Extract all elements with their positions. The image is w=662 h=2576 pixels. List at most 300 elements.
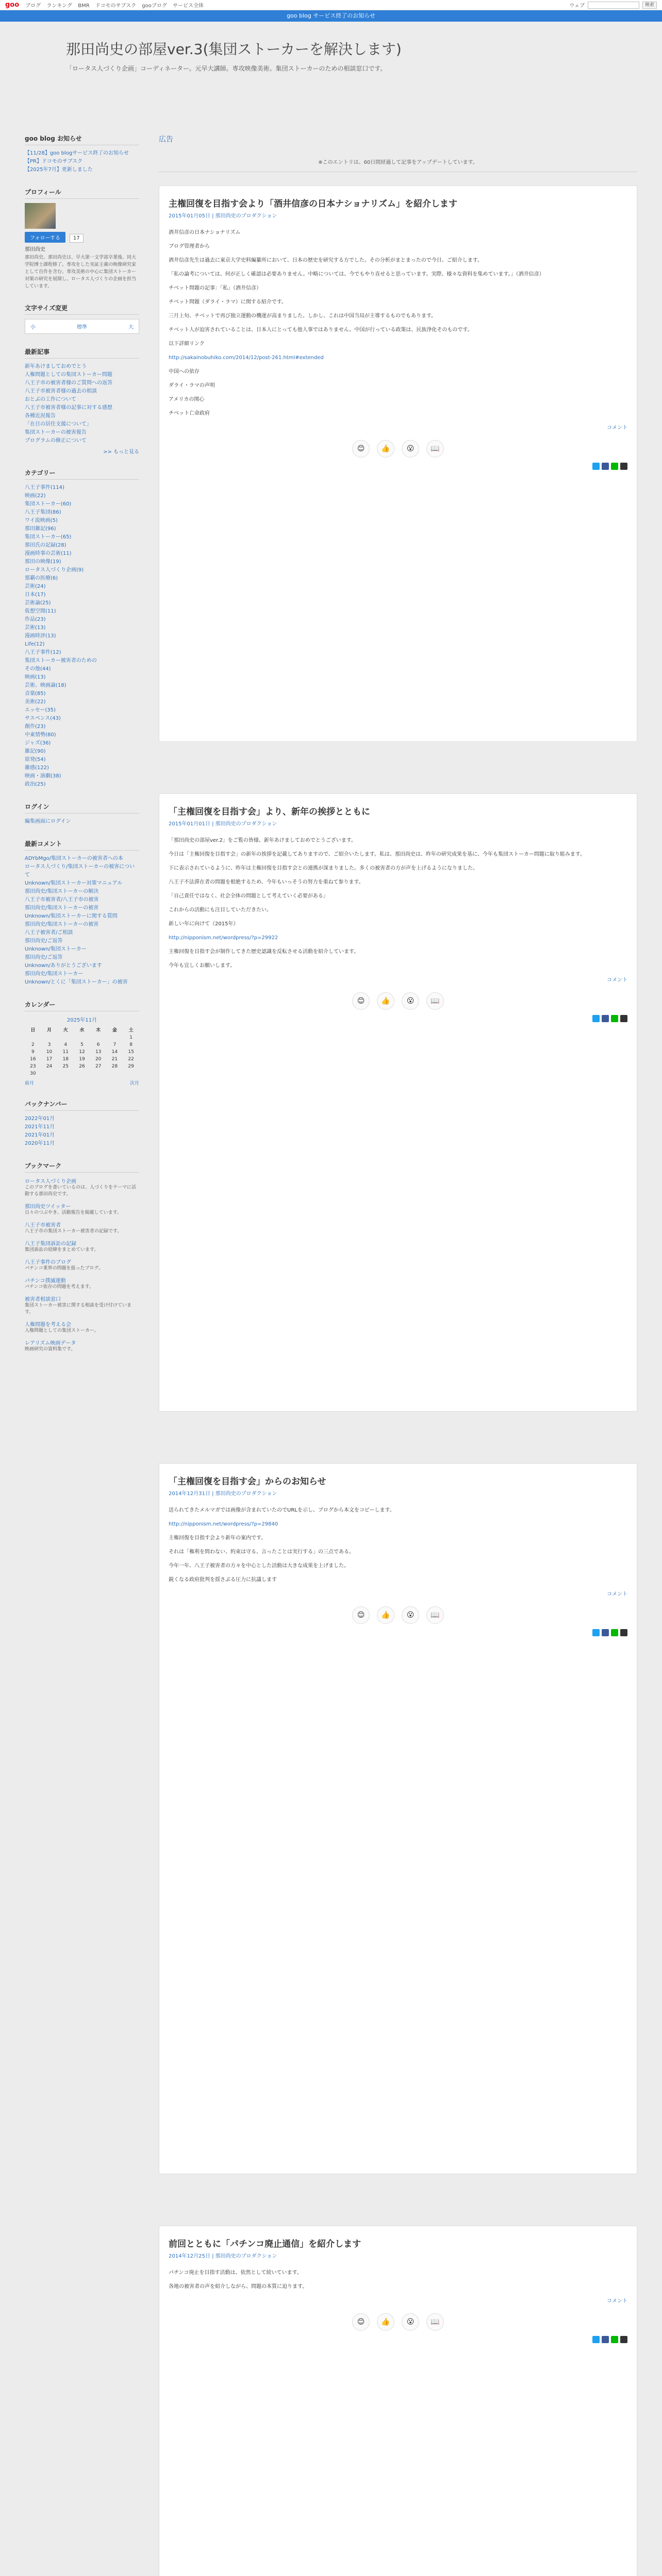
recent-comments-section	[25, 839, 139, 987]
post-body	[169, 228, 627, 418]
reaction-icon[interactable]: 📖	[426, 440, 444, 457]
calendar-day[interactable]: 1	[129, 1035, 133, 1040]
category-link[interactable]: その他(44)	[25, 666, 51, 672]
category-section	[25, 468, 139, 789]
bookmark-link[interactable]: ロータス人づくり企画	[25, 1179, 76, 1184]
calendar-day[interactable]: 29	[128, 1064, 134, 1069]
recent-post-link[interactable]: 八王子市被害者様の過去の相談	[25, 388, 97, 394]
share-buttons	[169, 463, 627, 470]
calendar-day[interactable]: 25	[62, 1064, 69, 1069]
share-icon[interactable]	[602, 1629, 609, 1636]
blog-post	[159, 1463, 637, 2174]
calendar-weekday: 木	[96, 1028, 101, 1033]
recent-comment-link[interactable]: ロータス人づくり/集団ストーカーの被害について	[25, 864, 135, 878]
category-link[interactable]: 芸術(13)	[25, 625, 46, 631]
share-icon[interactable]	[592, 2336, 600, 2343]
global-link[interactable]: ドコモのサブスク	[95, 3, 137, 9]
profile-avatar[interactable]	[25, 203, 56, 229]
notice-item[interactable]: 【2025年7月】更新しました	[25, 167, 93, 173]
reaction-icon[interactable]: 📖	[426, 2313, 444, 2331]
post-body	[169, 2268, 627, 2291]
category-link[interactable]: 創作(23)	[25, 724, 46, 730]
reaction-icon[interactable]: 😊	[352, 992, 370, 1010]
backnumber-link[interactable]: 2021年01月	[25, 1132, 55, 1138]
calendar-day[interactable]: 22	[128, 1057, 134, 1062]
calendar-day[interactable]: 9	[31, 1049, 35, 1055]
bookmark-item	[25, 1177, 139, 1198]
bookmark-description: 映画研究の資料集です。	[25, 1347, 76, 1352]
category-link[interactable]: 那田の映像(19)	[25, 559, 61, 565]
calendar-day[interactable]: 24	[46, 1064, 53, 1069]
calendar-day[interactable]: 17	[46, 1057, 53, 1062]
share-icon[interactable]	[592, 1015, 600, 1022]
post-paragraph: 主権回復を目指す会が制作してきた歴史認識を反転させる活動を紹介しています。	[169, 949, 359, 955]
follow-button[interactable]: フォローする	[25, 232, 65, 243]
calendar-day[interactable]: 4	[64, 1042, 68, 1047]
share-icon[interactable]	[611, 1629, 618, 1636]
share-buttons	[169, 2336, 627, 2343]
profile-name[interactable]: 那田尚史	[25, 247, 45, 252]
post-comment-link[interactable]: コメント	[607, 425, 627, 431]
recent-post-link[interactable]: 「在日の居住支援について」	[25, 421, 92, 427]
global-link[interactable]: gooブログ	[142, 3, 167, 9]
post-paragraph: 酒井信彦先生は過去に東京大学史料編纂所において、日本の歴史を研究する方でした。その分析がまとまったので今日、ご紹介します。	[169, 258, 483, 263]
reaction-icon[interactable]: 😮	[402, 2313, 419, 2331]
share-icon[interactable]	[620, 2336, 627, 2343]
post-paragraph: 今年一年、八王子被害者の方々を中心とした活動は大きな成果を上げました。	[169, 1563, 349, 1569]
recent-comment-link[interactable]: 八王子被害者/ご相談	[25, 930, 73, 936]
profile-title: プロフィール	[25, 188, 139, 199]
category-link[interactable]: 作品(23)	[25, 617, 46, 622]
calendar-day[interactable]: 7	[113, 1042, 117, 1047]
recent-comment-link[interactable]: Unknown/ありがとうございます	[25, 963, 102, 969]
bookmark-item	[25, 1320, 139, 1334]
recent-post-link[interactable]: 八王子市被害者様の記事に対する感想	[25, 405, 112, 411]
calendar-weekday: 月	[47, 1028, 52, 1033]
calendar-day[interactable]: 20	[95, 1057, 102, 1062]
reaction-icon[interactable]: 👍	[377, 2313, 394, 2331]
category-link[interactable]: 漫画時評(13)	[25, 633, 56, 639]
blog-header	[0, 22, 662, 82]
calendar-month: 2025年11月	[67, 1018, 97, 1023]
calendar-day	[90, 1070, 107, 1077]
recent-post-link[interactable]: 新年あけましておめでとう	[25, 364, 87, 369]
category-link[interactable]: 八王子事件(12)	[25, 650, 61, 655]
calendar-day[interactable]: 15	[128, 1049, 134, 1055]
share-icon[interactable]	[602, 2336, 609, 2343]
calendar-day	[107, 1070, 123, 1077]
calendar-weekday: 土	[128, 1028, 134, 1033]
category-link[interactable]: 仮想空間(11)	[25, 608, 56, 614]
category-link[interactable]: 芸術(24)	[25, 584, 46, 589]
calendar-day[interactable]: 21	[111, 1057, 118, 1062]
reaction-icon[interactable]: 😮	[402, 992, 419, 1010]
recent-post-link[interactable]: 八王子市の被害者様のご質問への返答	[25, 380, 112, 386]
calendar-day[interactable]: 11	[62, 1049, 69, 1055]
category-link[interactable]: 集団ストーカー(60)	[25, 501, 72, 507]
calendar-day	[25, 1034, 41, 1041]
category-link[interactable]: 芸術、映画論(18)	[25, 683, 67, 688]
post-paragraph: これからの活動にも注目していただきたい。	[169, 907, 272, 913]
calendar-day[interactable]: 18	[62, 1057, 69, 1062]
backnumber-link[interactable]: 2021年11月	[25, 1124, 55, 1130]
bookmark-link[interactable]: パチンコ撲滅運動	[25, 1278, 66, 1284]
bookmark-description: このブログを書いているのは、人づくりをテーマに活動する那田尚史です。	[25, 1185, 137, 1197]
calendar-day[interactable]: 13	[95, 1049, 102, 1055]
announcement-text[interactable]: goo blog サービス終了のお知らせ	[287, 12, 375, 19]
post-paragraph: チベット問題の記事：「私」（酒井信彦）	[169, 285, 261, 291]
calendar-weekday: 火	[63, 1028, 68, 1033]
post-paragraph: 「私の論考については、何が正しく確認は必要ありません。中略については、今でもやり直せると思っています。実際、様々な資料を集めています。」（酒井信彦）	[169, 272, 544, 277]
recent-comment-link[interactable]: 那田尚史/集団ストーカーの解決	[25, 889, 99, 894]
post-paragraph: 主権回復を目指す会より新年の案内です。	[169, 1535, 267, 1541]
calendar-week	[25, 1034, 139, 1041]
category-link[interactable]: エッセー(35)	[25, 707, 56, 713]
recent-comment-link[interactable]: ADYbMgo/集団ストーカーの被害者への本	[25, 856, 123, 861]
post-date[interactable]: 2014年12月25日 | 那田尚史のプロダクション	[169, 2253, 277, 2259]
category-link[interactable]: 映画(22)	[25, 493, 46, 499]
post-title[interactable]: 「主権回復を目指す会」からのお知らせ	[169, 1477, 326, 1487]
share-buttons	[169, 1629, 627, 1636]
bookmark-item	[25, 1338, 139, 1353]
share-icon[interactable]	[602, 463, 609, 470]
reaction-icon[interactable]: 😊	[352, 2313, 370, 2331]
blog-subtitle: 「ロータス人づくり企画」コーディネーター。元早大講師。専攻映像美術。集団ストーカーのための相談窓口です。	[66, 65, 387, 72]
post-paragraph: 酒井信彦の日本ナショナリズム	[169, 230, 241, 235]
backnumber-section	[25, 1099, 139, 1148]
recent-post-link[interactable]: プログラムの修正について	[25, 438, 87, 444]
post-paragraph: 「自己責任ではなく、社会全体の問題として考えていく必要がある」	[169, 893, 328, 899]
calendar-day	[41, 1034, 58, 1041]
share-icon[interactable]	[620, 1015, 627, 1022]
post-paragraph: 中国への依存	[169, 369, 200, 375]
search-button[interactable]: 検索	[642, 2, 657, 9]
post-date[interactable]: 2014年12月31日 | 那田尚史のプロダクション	[169, 1491, 277, 1497]
reaction-icon[interactable]: 😊	[352, 1606, 370, 1624]
category-link[interactable]: 八王子集団(86)	[25, 510, 61, 515]
calendar-day[interactable]: 16	[30, 1057, 36, 1062]
bookmark-description: 人権問題としての集団ストーカー。	[25, 1328, 99, 1333]
category-link[interactable]: 集団ストーカー(65)	[25, 534, 72, 540]
recent-posts-section	[25, 347, 139, 455]
post-paragraph: 八王子不法滞在者の問題を根絶するため、今年もいっそうの努力を重ねて参ります。	[169, 879, 364, 885]
recent-comment-link[interactable]: 那田尚史/集団ストーカーの被害	[25, 905, 99, 911]
sidebar	[25, 134, 139, 1366]
bookmark-link[interactable]: 八王子集団訴訟の記録	[25, 1241, 76, 1247]
category-link[interactable]: 那田雑記(96)	[25, 526, 56, 532]
font-size-section	[25, 303, 139, 334]
bookmark-item	[25, 1202, 139, 1216]
post-paragraph: 三月上旬、チベットで再び独立運動の機運が高まりました。しかし、これは中国当局が主導するものでもあります。	[169, 313, 437, 319]
share-icon[interactable]	[611, 1015, 618, 1022]
calendar-day[interactable]: 8	[129, 1042, 133, 1047]
recent-comment-link[interactable]: Unknown/集団ストーカーに関する質問	[25, 913, 118, 919]
recent-comment-link[interactable]: Unknown/集団ストーカー対策マニュアル	[25, 880, 123, 886]
post-paragraph: ダライ・ラマの声明	[169, 383, 215, 388]
font-normal-button[interactable]: 標準	[77, 325, 87, 330]
post-comment-link[interactable]: コメント	[607, 2298, 627, 2304]
category-link[interactable]: 雑記(90)	[25, 749, 46, 754]
post-link[interactable]: http://nipponism.net/wordpress/?p=29922	[169, 935, 278, 941]
reaction-buttons	[169, 440, 627, 457]
font-large-button[interactable]: 大	[128, 325, 134, 330]
bookmark-link[interactable]: 被害者相談窓口	[25, 1297, 61, 1302]
calendar-weekday: 水	[79, 1028, 85, 1033]
reaction-icon[interactable]: 👍	[377, 1606, 394, 1624]
login-section	[25, 802, 139, 826]
global-link[interactable]: BMR	[78, 3, 90, 9]
calendar-day[interactable]: 2	[31, 1042, 35, 1047]
recent-comment-link[interactable]: Unknown/集団ストーカー	[25, 946, 87, 952]
post-paragraph: チベット亡命政府	[169, 411, 210, 416]
reaction-icon[interactable]: 👍	[377, 440, 394, 457]
notice-title: goo blog お知らせ	[25, 134, 139, 145]
calendar-title: カレンダー	[25, 1000, 139, 1011]
share-icon[interactable]	[592, 463, 600, 470]
post-paragraph: アメリカの関心	[169, 397, 205, 402]
share-icon[interactable]	[611, 463, 618, 470]
calendar-weekday: 日	[30, 1028, 36, 1033]
post-link[interactable]: http://nipponism.net/wordpress/?p=29840	[169, 1521, 278, 1527]
category-link[interactable]: 政治(25)	[25, 782, 46, 787]
recent-post-link[interactable]: 集団ストーカーの被害報告	[25, 430, 87, 435]
post-paragraph: チベット人が迫害されていることは、日本人にとっても他人事ではありません。中国が行っている政策は、民族浄化そのものです。	[169, 327, 473, 333]
share-icon[interactable]	[602, 1015, 609, 1022]
calendar-day[interactable]: 19	[79, 1057, 85, 1062]
font-small-button[interactable]: 小	[30, 325, 36, 330]
blog-title[interactable]: 那田尚史の部屋ver.3(集団ストーカーを解決します)	[66, 41, 402, 58]
post-link[interactable]: http://sakainobuhiko.com/2014/12/post-261.html#extended	[169, 355, 324, 361]
post-date[interactable]: 2015年01月01日 | 那田尚史のプロダクション	[169, 821, 277, 827]
more-posts-link[interactable]: >> もっと見る	[103, 449, 139, 455]
bookmark-description: パチンコ業界の問題を扱ったブログ。	[25, 1266, 104, 1271]
bookmark-link[interactable]: 人権問題を考える会	[25, 1322, 71, 1328]
search-option[interactable]: ウェブ	[569, 3, 585, 9]
post-date[interactable]: 2015年01月05日 | 那田尚史のプロダクション	[169, 213, 277, 219]
post-body	[169, 836, 627, 970]
notice-item[interactable]: 【PR】ドコモのサブスク	[25, 159, 83, 164]
recent-comment-link[interactable]: 那田尚史/ご返答	[25, 955, 63, 960]
reaction-icon[interactable]: 📖	[426, 992, 444, 1010]
calendar-week	[25, 1041, 139, 1048]
bookmark-description: パチンコ依存の問題を考えます。	[25, 1284, 94, 1290]
post-paragraph: ブログ管理者から	[169, 244, 210, 249]
bookmark-item	[25, 1239, 139, 1253]
calendar-week	[25, 1063, 139, 1070]
recent-post-link[interactable]: おとぶの工作について	[25, 397, 76, 402]
category-link[interactable]: サスペンス(43)	[25, 716, 61, 721]
notice-section	[25, 134, 139, 174]
recent-posts-title: 最新記事	[25, 347, 139, 359]
post-paragraph: 送られてきたメルマガでは画像が含まれていたのでURLを示し、ブログから本文をコピーします。	[169, 1507, 395, 1513]
global-link[interactable]: サービス全体	[173, 3, 204, 9]
category-link[interactable]: 映画・演劇(38)	[25, 773, 61, 779]
share-icon[interactable]	[611, 2336, 618, 2343]
calendar-day[interactable]: 10	[46, 1049, 53, 1055]
bookmark-link[interactable]: レアリズム映画データ	[25, 1341, 76, 1346]
calendar-day[interactable]: 3	[47, 1042, 51, 1047]
category-link[interactable]: 雑感(122)	[25, 765, 49, 771]
category-link[interactable]: 日本(17)	[25, 592, 46, 598]
blog-post	[159, 793, 637, 1412]
calendar-next-link[interactable]: 次月	[129, 1081, 139, 1086]
font-size-controls	[25, 319, 139, 334]
calendar-day[interactable]: 14	[111, 1049, 118, 1055]
category-link[interactable]: 映画(13)	[25, 674, 46, 680]
calendar-day[interactable]: 12	[79, 1049, 85, 1055]
calendar-day	[90, 1034, 107, 1041]
global-links	[25, 1, 208, 9]
blog-post	[159, 185, 637, 742]
bookmark-description: 日々のつぶやき、活動報告を掲載しています。	[25, 1210, 122, 1215]
post-paragraph: 鋭くなる政府批判を揺さぶる圧力に抗議します	[169, 1577, 277, 1583]
bookmark-item	[25, 1221, 139, 1235]
category-link[interactable]: 八王子事件(114)	[25, 485, 64, 490]
global-search	[569, 1, 657, 9]
bookmark-description: 集団訴訟の経緯をまとめています。	[25, 1247, 99, 1252]
calendar-day	[74, 1070, 90, 1077]
recent-post-link[interactable]: 人権問題としての集団ストーカー問題	[25, 372, 112, 378]
calendar-prev-link[interactable]: 前月	[25, 1081, 35, 1086]
category-link[interactable]: 集団ストーカー被害者のための	[25, 658, 97, 664]
calendar-day[interactable]: 23	[30, 1064, 36, 1069]
share-icon[interactable]	[620, 463, 627, 470]
blog-post	[159, 2226, 637, 2576]
ad-label: 広告	[159, 135, 173, 144]
goo-logo[interactable]: goo	[5, 1, 20, 9]
recent-comment-link[interactable]: 那田尚史/集団ストーカーの被害	[25, 922, 99, 927]
post-paragraph: 「那田尚史の部屋ver.2」をご覧の皆様、新年あけましておめでとうございます。	[169, 838, 357, 843]
font-size-title: 文字サイズ変更	[25, 303, 139, 315]
main-column	[159, 134, 637, 2326]
recent-comments-title: 最新コメント	[25, 839, 139, 851]
global-link[interactable]: ブログ	[25, 3, 41, 9]
backnumber-link[interactable]: 2020年11月	[25, 1141, 55, 1146]
category-link[interactable]: ジャズ(36)	[25, 740, 51, 746]
recent-comment-link[interactable]: 那田尚史/集団ストーカー	[25, 971, 84, 977]
bookmark-description: 集団ストーカー被害に関する相談を受け付けています。	[25, 1303, 131, 1315]
notice-item[interactable]: 【11/28】goo blogサービス終了のお知らせ	[25, 150, 129, 156]
post-comment-link[interactable]: コメント	[607, 1591, 627, 1597]
post-paragraph: 今年も宜しくお願いします。	[169, 963, 236, 969]
category-link[interactable]: 音楽(85)	[25, 691, 46, 697]
bookmark-link[interactable]: 八王子事件のブログ	[25, 1260, 71, 1265]
post-paragraph: 今日は「主権回復を目指す会」の新年の挨拶を記載してありますので、ご紹介いたします。私は、那田尚史は、昨年の研究成果を基に、今年も集団ストーカー問題に取り組みます。	[169, 852, 585, 857]
share-icon[interactable]	[592, 1629, 600, 1636]
bookmark-description: 八王子市の集団ストーカー被害者の記録です。	[25, 1229, 122, 1234]
reaction-buttons	[169, 2313, 627, 2331]
bookmark-title: ブックマーク	[25, 1161, 139, 1173]
post-paragraph: それは「権利を問わない、約束は守る、言ったことは実行する」の三点である。	[169, 1549, 354, 1555]
post-paragraph: 各地の被害者の声を紹介しながら、問題の本質に迫ります。	[169, 2284, 308, 2290]
category-link[interactable]: 那田氏の記録(28)	[25, 543, 67, 548]
calendar-weekday: 金	[112, 1028, 117, 1033]
reaction-icon[interactable]: 😮	[402, 440, 419, 457]
category-link[interactable]: 原発(54)	[25, 757, 46, 762]
calendar-day	[123, 1070, 139, 1077]
category-link[interactable]: 那覇の医療(6)	[25, 575, 58, 581]
bookmark-item	[25, 1258, 139, 1272]
calendar-week	[25, 1070, 139, 1077]
calendar-table	[25, 1025, 139, 1077]
reaction-icon[interactable]: 👍	[377, 992, 394, 1010]
login-link[interactable]: 編集画面にログイン	[25, 819, 71, 824]
bookmark-link[interactable]: 八王子市被害者	[25, 1223, 61, 1228]
bookmark-section	[25, 1161, 139, 1353]
calendar-day	[107, 1034, 123, 1041]
category-link[interactable]: ワイ流映画(5)	[25, 518, 58, 523]
calendar-day[interactable]: 28	[111, 1064, 118, 1069]
post-title[interactable]: 前回とともに「パチンコ廃止通信」を紹介します	[169, 2239, 361, 2249]
category-link[interactable]: 中東情勢(80)	[25, 732, 56, 738]
calendar-day	[57, 1034, 74, 1041]
follow-count: 17	[70, 234, 84, 243]
post-paragraph: 以下詳細リンク	[169, 341, 205, 347]
share-buttons	[169, 1015, 627, 1022]
search-input[interactable]	[588, 2, 639, 9]
calendar-day	[74, 1034, 90, 1041]
calendar-day[interactable]: 6	[96, 1042, 100, 1047]
post-body	[169, 1506, 627, 1584]
category-link[interactable]: 漫画時事の芸術(11)	[25, 551, 72, 556]
profile-text: 那田尚史。那田尚史は、早大第一文学部卒業後、同大学院博士課程修了。専攻をした実証主義の映像研究家として自作を含む。専攻美術の中心に集団ストーカー対策の研究を展開し、ロータス人づくりの企画を担当しています。	[25, 255, 137, 289]
calendar-day	[57, 1070, 74, 1077]
backnumber-link[interactable]: 2022年01月	[25, 1116, 55, 1122]
post-paragraph: パチンコ廃止を目指す活動は、依然として続いています。	[169, 2270, 302, 2276]
recent-post-link[interactable]: 各種近況報告	[25, 413, 56, 419]
reaction-icon[interactable]: 📖	[426, 1606, 444, 1624]
reaction-buttons	[169, 992, 627, 1010]
reaction-icon[interactable]: 😮	[402, 1606, 419, 1624]
category-link[interactable]: 芸術論(25)	[25, 600, 51, 606]
reaction-buttons	[169, 1606, 627, 1624]
calendar-day[interactable]: 26	[79, 1064, 85, 1069]
post-title[interactable]: 「主権回復を目指す会」より、新年の挨拶とともに	[169, 807, 370, 817]
bookmark-item	[25, 1276, 139, 1291]
global-topbar	[0, 0, 662, 10]
calendar-day	[41, 1070, 58, 1077]
service-announcement[interactable]	[0, 10, 662, 22]
recent-comment-link[interactable]: 八王子市被害者/八王子市の被害	[25, 897, 99, 903]
category-link[interactable]: 美術(22)	[25, 699, 46, 705]
global-link[interactable]: ランキング	[46, 3, 73, 9]
bookmark-item	[25, 1295, 139, 1316]
calendar-week	[25, 1048, 139, 1056]
category-title: カテゴリー	[25, 468, 139, 480]
post-comment-link[interactable]: コメント	[607, 977, 627, 983]
reaction-icon[interactable]: 😊	[352, 440, 370, 457]
post-paragraph: 下に表示されているように、昨年は主権回復を目指す会との連携が深まりました。多くの被害者の方が声を上げるようになりました。	[169, 866, 478, 871]
category-link[interactable]: ロータス人づくり企画(9)	[25, 567, 84, 573]
calendar-section	[25, 1000, 139, 1086]
calendar-week	[25, 1056, 139, 1063]
profile-section	[25, 188, 139, 290]
category-link[interactable]: Life(12)	[25, 641, 45, 647]
recent-comment-link[interactable]: 那田尚史/ご返答	[25, 938, 63, 944]
recent-comment-link[interactable]: Unknown/とくに「集団ストーカー」の被害	[25, 979, 128, 985]
backnumber-title: バックナンバー	[25, 1099, 139, 1111]
post-paragraph: チベット問題（ダライ・ラマ）に関する紹介です。	[169, 299, 287, 305]
calendar-day[interactable]: 5	[80, 1042, 84, 1047]
post-title[interactable]: 主権回復を目指す会より「酒井信彦の日本ナショナリズム」を紹介します	[169, 199, 457, 209]
bookmark-link[interactable]: 那田尚史ツイッター	[25, 1204, 71, 1210]
entry-notice: ※このエントリは、60日間経過して記事をアップデートしています。	[159, 158, 637, 172]
login-title: ログイン	[25, 802, 139, 814]
post-paragraph: 新しい年に向けて（2015年）	[169, 921, 239, 927]
calendar-day[interactable]: 27	[95, 1064, 102, 1069]
calendar-day[interactable]: 30	[30, 1071, 36, 1076]
share-icon[interactable]	[620, 1629, 627, 1636]
